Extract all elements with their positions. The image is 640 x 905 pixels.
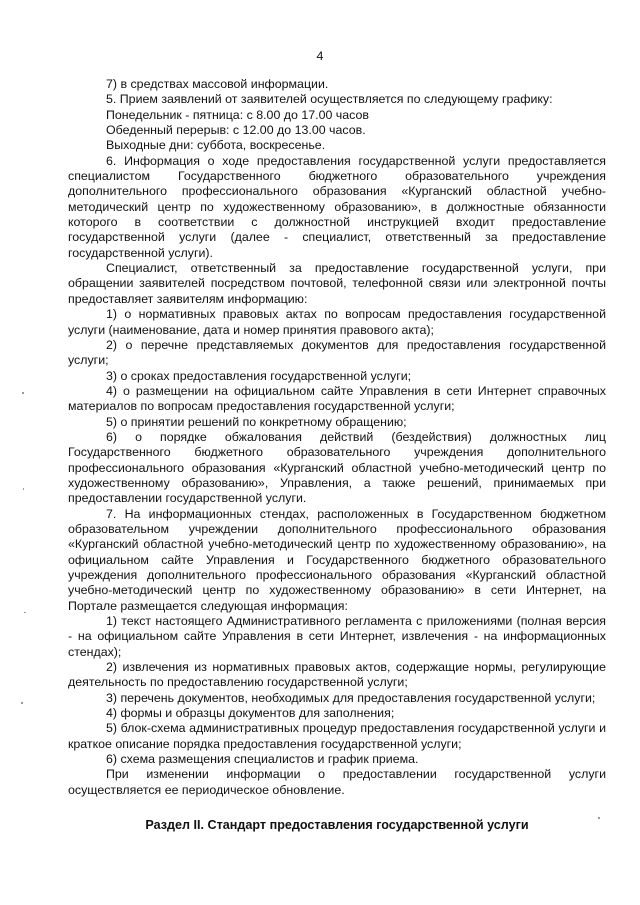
scan-speck bbox=[598, 817, 600, 819]
paragraph-specialist: Специалист, ответственный за предоставление государственной услуги, при обращении заявителей посредством почтовой, телефонной связи или электронной почты предоставляет заявителям информацию: bbox=[68, 261, 606, 306]
paragraph-item-7: 7. На информационных стендах, расположенных в Государственном бюджетном образовательном учреждении дополнительного профессионального образования «Курганский областной учебно-методический центр по художественному образованию», на официальном сайте Управления и Государственного бюджетного образовательного учреждения дополнительного профессионального образования «Курганский областной учебно-методический центр по художественному образованию» в сети Интернет, на Портале размещается следующая информация: bbox=[68, 506, 606, 613]
scan-speck bbox=[21, 702, 23, 704]
paragraph-item-6: 6. Информация о ходе предоставления государственной услуги предоставляется специалистом Государственного бюджетного образовательного учреждения дополнительного профессионального образования «Курганский областной учебно-методический центр по художественному образованию», в должностные обязанности которого в соответствии с должностной инструкцией входит предоставление государственной услуги (далее - специалист, ответственный за предоставление государственной услуги). bbox=[68, 153, 606, 260]
list-item: 2) о перечне представляемых документов для предоставления государственной услуги; bbox=[68, 337, 606, 368]
list-item: 1) о нормативных правовых актах по вопросам предоставления государственной услуги (наименование, дата и номер принятия правового акта); bbox=[68, 307, 606, 337]
paragraph-weekdays: Понедельник - пятница: с 8.00 до 17.00 часов bbox=[106, 107, 369, 122]
list-item: 6) о порядке обжалования действий (бездействия) должностных лиц Государственного бюджетного образовательного учреждения дополнительного профессионального образования «Курганский областной учебно-методический центр по художественному образованию», Управления, а также решений, принимаемых при предоставлении государственной услуги. bbox=[68, 429, 606, 506]
document-body bbox=[68, 77, 606, 834]
list-item: 5) блок-схема административных процедур предоставления государственной услуги и краткое описание порядка предоставления государственной услуги; bbox=[68, 721, 606, 751]
scan-speck bbox=[22, 392, 24, 394]
paragraph-media: 7) в средствах массовой информации. bbox=[106, 77, 329, 91]
paragraph-days-off: Выходные дни: суббота, воскресенье. bbox=[106, 138, 326, 153]
list-item: 6) схема размещения специалистов и график приема. bbox=[106, 752, 419, 767]
list-item: 5) о принятии решений по конкретному обращению; bbox=[106, 414, 407, 429]
scan-speck bbox=[24, 612, 26, 613]
list-item: 4) формы и образцы документов для заполнения; bbox=[106, 706, 395, 721]
section-heading: Раздел II. Стандарт предоставления государственной услуги bbox=[145, 818, 529, 833]
scan-speck bbox=[23, 488, 24, 490]
paragraph-lunch-break: Обеденный перерыв: с 12.00 до 13.00 часов. bbox=[106, 123, 366, 138]
list-item: 3) перечень документов, необходимых для предоставления государственной услуги; bbox=[106, 690, 596, 705]
list-item: 1) текст настоящего Административного регламента с приложениями (полная версия - на официальном сайте Управления в сети Интернет, извлечения - на информационных стендах); bbox=[68, 614, 606, 659]
list-item: 3) о сроках предоставления государственной услуги; bbox=[106, 368, 412, 383]
paragraph-update-notice: При изменении информации о предоставлении государственной услуги осуществляется ее периодическое обновление. bbox=[68, 767, 606, 797]
list-item: 4) о размещении на официальном сайте Управления в сети Интернет справочных материалов по вопросам предоставления государственной услуги; bbox=[68, 383, 606, 414]
paragraph-schedule-intro: 5. Прием заявлений от заявителей осуществляется по следующему графику: bbox=[106, 92, 553, 107]
list-item: 2) извлечения из нормативных правовых актов, содержащие нормы, регулирующие деятельность по предоставлению государственной услуги; bbox=[68, 660, 606, 690]
page-number: 4 bbox=[316, 49, 324, 63]
